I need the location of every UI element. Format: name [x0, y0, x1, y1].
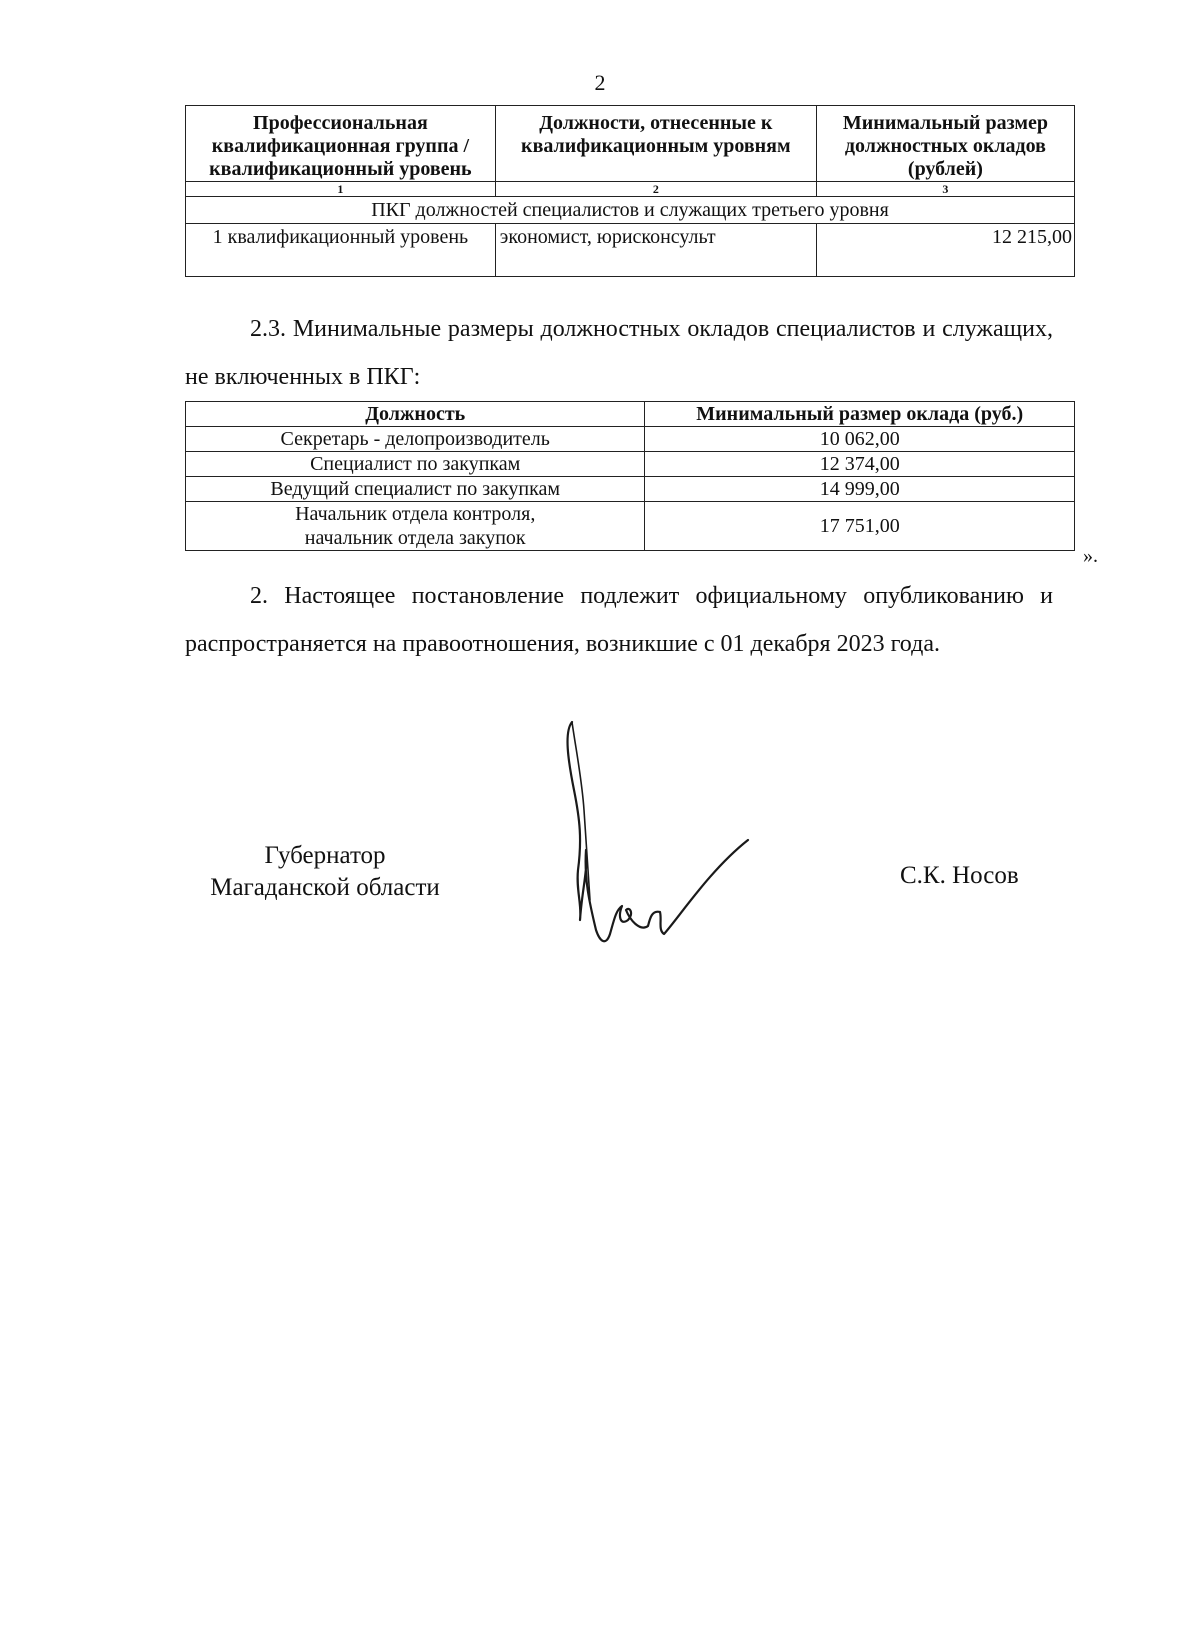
header-min-salary: Минимальный размер должностных окладов (рублей) — [816, 106, 1074, 182]
header-positions: Должности, отнесенные к квалификационным уровням — [495, 106, 816, 182]
position-name: Секретарь - делопроизводитель — [186, 427, 645, 452]
position-line: Начальник отдела контроля, — [295, 503, 536, 525]
group-title-row — [186, 197, 1075, 224]
positions: экономист, юрисконсульт — [495, 224, 816, 277]
column-number: 3 — [816, 182, 1074, 197]
salary-amount: 12 215,00 — [816, 224, 1074, 277]
signatory-title — [195, 840, 455, 904]
signatory-name: С.К. Носов — [900, 862, 1019, 889]
table-row — [186, 427, 1075, 452]
salary-amount: 14 999,00 — [645, 477, 1075, 502]
signatory-title-line: Магаданской области — [210, 874, 440, 901]
position-name — [186, 502, 645, 551]
header-position: Должность — [186, 402, 645, 427]
position-line: начальник отдела закупок — [304, 527, 526, 549]
handwritten-signature — [560, 720, 780, 960]
table-header-row — [186, 402, 1075, 427]
header-qualification-group: Профессиональная квалификационная группа / квалификационный уровень — [186, 106, 496, 182]
position-name: Ведущий специалист по закупкам — [186, 477, 645, 502]
column-number-row — [186, 182, 1075, 197]
header-min-salary: Минимальный размер оклада (руб.) — [645, 402, 1075, 427]
salary-amount: 12 374,00 — [645, 452, 1075, 477]
paragraph-2: 2. Настоящее постановление подлежит официальному опубликованию и распространяется на правоотношения, возникшие с 01 декабря 2023 года. — [185, 583, 1053, 657]
table-row — [186, 477, 1075, 502]
salary-amount: 10 062,00 — [645, 427, 1075, 452]
pkg-salary-table — [185, 105, 1075, 277]
column-number: 2 — [495, 182, 816, 197]
group-title: ПКГ должностей специалистов и служащих третьего уровня — [186, 197, 1075, 224]
table-row — [186, 224, 1075, 277]
qualification-level: 1 квалификационный уровень — [186, 224, 496, 277]
table-row — [186, 452, 1075, 477]
position-name: Специалист по закупкам — [186, 452, 645, 477]
salary-amount: 17 751,00 — [645, 502, 1075, 551]
closing-quote: ». — [1083, 545, 1098, 567]
table-header-row — [186, 106, 1075, 182]
page-number: 2 — [594, 70, 606, 95]
table-row — [186, 502, 1075, 551]
paragraph-2-3: 2.3. Минимальные размеры должностных окладов специалистов и служащих, не включенных в ПКГ: — [185, 316, 1053, 390]
column-number: 1 — [186, 182, 496, 197]
non-pkg-salary-table — [185, 401, 1075, 551]
signatory-title-line: Губернатор — [264, 842, 386, 869]
